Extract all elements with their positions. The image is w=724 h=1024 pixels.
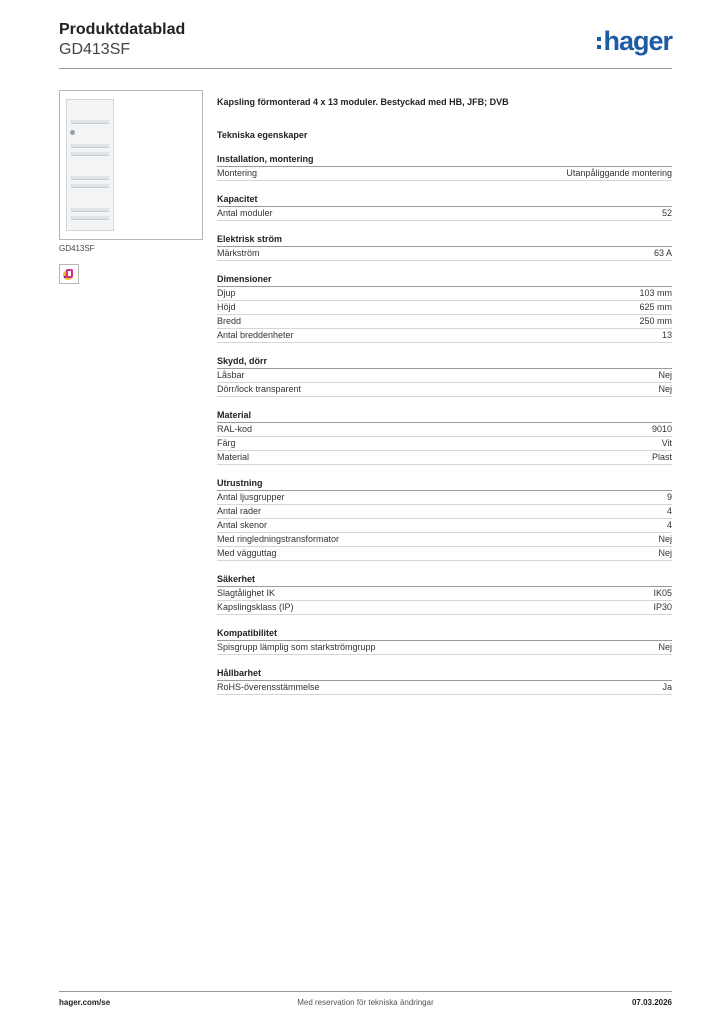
lock-icon xyxy=(70,130,75,135)
spec-row xyxy=(217,369,672,383)
product-image-caption: GD413SF xyxy=(59,244,95,253)
spec-value: Nej xyxy=(658,370,672,380)
spec-label: Låsbar xyxy=(217,370,245,380)
spec-group-title: Hållbarhet xyxy=(217,667,672,681)
spec-label: Med ringledningstransformator xyxy=(217,534,340,544)
spec-label: Med vägguttag xyxy=(217,548,277,558)
spec-value: Nej xyxy=(658,548,672,558)
spec-label: Dörr/lock transparent xyxy=(217,384,302,394)
spec-row xyxy=(217,641,672,655)
page-header xyxy=(59,20,185,60)
product-image xyxy=(59,90,203,240)
spec-label: Antal ljusgrupper xyxy=(217,492,285,502)
spec-group xyxy=(217,193,672,221)
spec-groups xyxy=(217,153,672,695)
spec-value: IK05 xyxy=(653,588,672,598)
spec-row xyxy=(217,547,672,561)
logo-dots xyxy=(597,37,601,49)
spec-row xyxy=(217,491,672,505)
spec-label: Material xyxy=(217,452,250,462)
spec-group xyxy=(217,273,672,343)
spec-value: 4 xyxy=(666,506,672,516)
spec-label: Antal moduler xyxy=(217,208,273,218)
tech-specs-heading: Tekniska egenskaper xyxy=(217,130,308,140)
spec-row xyxy=(217,329,672,343)
cabinet-illustration xyxy=(66,99,114,231)
footer-date: 07.03.2026 xyxy=(631,998,672,1007)
spec-group-title: Kapacitet xyxy=(217,193,672,207)
spec-row xyxy=(217,505,672,519)
spec-label: Märkström xyxy=(217,248,260,258)
spec-label: Bredd xyxy=(217,316,242,326)
spec-label: Djup xyxy=(217,288,236,298)
spec-group-title: Material xyxy=(217,409,672,423)
product-description: Kapsling förmonterad 4 x 13 moduler. Bestyckad med HB, JFB; DVB xyxy=(217,97,509,107)
spec-value: 13 xyxy=(661,330,672,340)
spec-value: 103 mm xyxy=(639,288,672,298)
spec-row xyxy=(217,533,672,547)
spec-row xyxy=(217,587,672,601)
spec-value: 4 xyxy=(666,520,672,530)
spec-content xyxy=(217,96,672,707)
spec-row xyxy=(217,519,672,533)
spec-row xyxy=(217,681,672,695)
spec-row xyxy=(217,315,672,329)
spec-value: 52 xyxy=(661,208,672,218)
spec-row xyxy=(217,301,672,315)
spec-value: Nej xyxy=(658,642,672,652)
spec-row xyxy=(217,451,672,465)
spec-group xyxy=(217,233,672,261)
footer-website[interactable]: hager.com/se xyxy=(59,998,111,1007)
spec-label: Spisgrupp lämplig som starkströmgrupp xyxy=(217,642,376,652)
spec-group xyxy=(217,153,672,181)
spec-value: Utanpåliggande montering xyxy=(566,168,672,178)
spec-value: Nej xyxy=(658,534,672,544)
spec-label: Antal rader xyxy=(217,506,262,516)
spec-label: Färg xyxy=(217,438,236,448)
spec-row xyxy=(217,601,672,615)
hager-logo xyxy=(597,26,672,56)
footer-disclaimer: Med reservation för tekniska ändringar xyxy=(297,998,434,1007)
spec-row xyxy=(217,167,672,181)
eco-label-icon xyxy=(59,264,79,284)
spec-label: Kapslingsklass (IP) xyxy=(217,602,294,612)
spec-row xyxy=(217,437,672,451)
spec-row xyxy=(217,247,672,261)
spec-label: RoHS-överensstämmelse xyxy=(217,682,320,692)
spec-group xyxy=(217,355,672,397)
spec-label: Antal breddenheter xyxy=(217,330,294,340)
spec-group xyxy=(217,409,672,465)
spec-group-title: Elektrisk ström xyxy=(217,233,672,247)
spec-row xyxy=(217,423,672,437)
document-title: Produktdatablad xyxy=(59,21,186,38)
spec-group xyxy=(217,573,672,615)
spec-group xyxy=(217,627,672,655)
logo-text: hager xyxy=(603,26,672,56)
spec-value: 625 mm xyxy=(639,302,672,312)
spec-value: Plast xyxy=(651,452,672,462)
spec-group-title: Kompatibilitet xyxy=(217,627,672,641)
page-footer xyxy=(59,998,672,1010)
spec-value: Vit xyxy=(661,438,672,448)
spec-group-title: Säkerhet xyxy=(217,573,672,587)
spec-row xyxy=(217,207,672,221)
spec-group xyxy=(217,477,672,561)
spec-value: 9010 xyxy=(651,424,672,434)
spec-label: Montering xyxy=(217,168,258,178)
spec-value: IP30 xyxy=(653,602,672,612)
spec-group xyxy=(217,667,672,695)
spec-label: Slagtålighet IK xyxy=(217,588,276,598)
spec-value: Nej xyxy=(658,384,672,394)
spec-group-title: Utrustning xyxy=(217,477,672,491)
product-code: GD413SF xyxy=(59,41,131,58)
spec-group-title: Installation, montering xyxy=(217,153,672,167)
spec-group-title: Skydd, dörr xyxy=(217,355,672,369)
spec-label: Antal skenor xyxy=(217,520,268,530)
spec-value: 250 mm xyxy=(639,316,672,326)
spec-row xyxy=(217,383,672,397)
spec-label: RAL-kod xyxy=(217,424,253,434)
spec-value: Ja xyxy=(662,682,672,692)
spec-value: 9 xyxy=(666,492,672,502)
spec-group-title: Dimensioner xyxy=(217,273,672,287)
spec-row xyxy=(217,287,672,301)
spec-value: 63 A xyxy=(653,248,672,258)
footer-divider xyxy=(59,991,672,992)
spec-label: Höjd xyxy=(217,302,236,312)
header-divider xyxy=(59,68,672,69)
